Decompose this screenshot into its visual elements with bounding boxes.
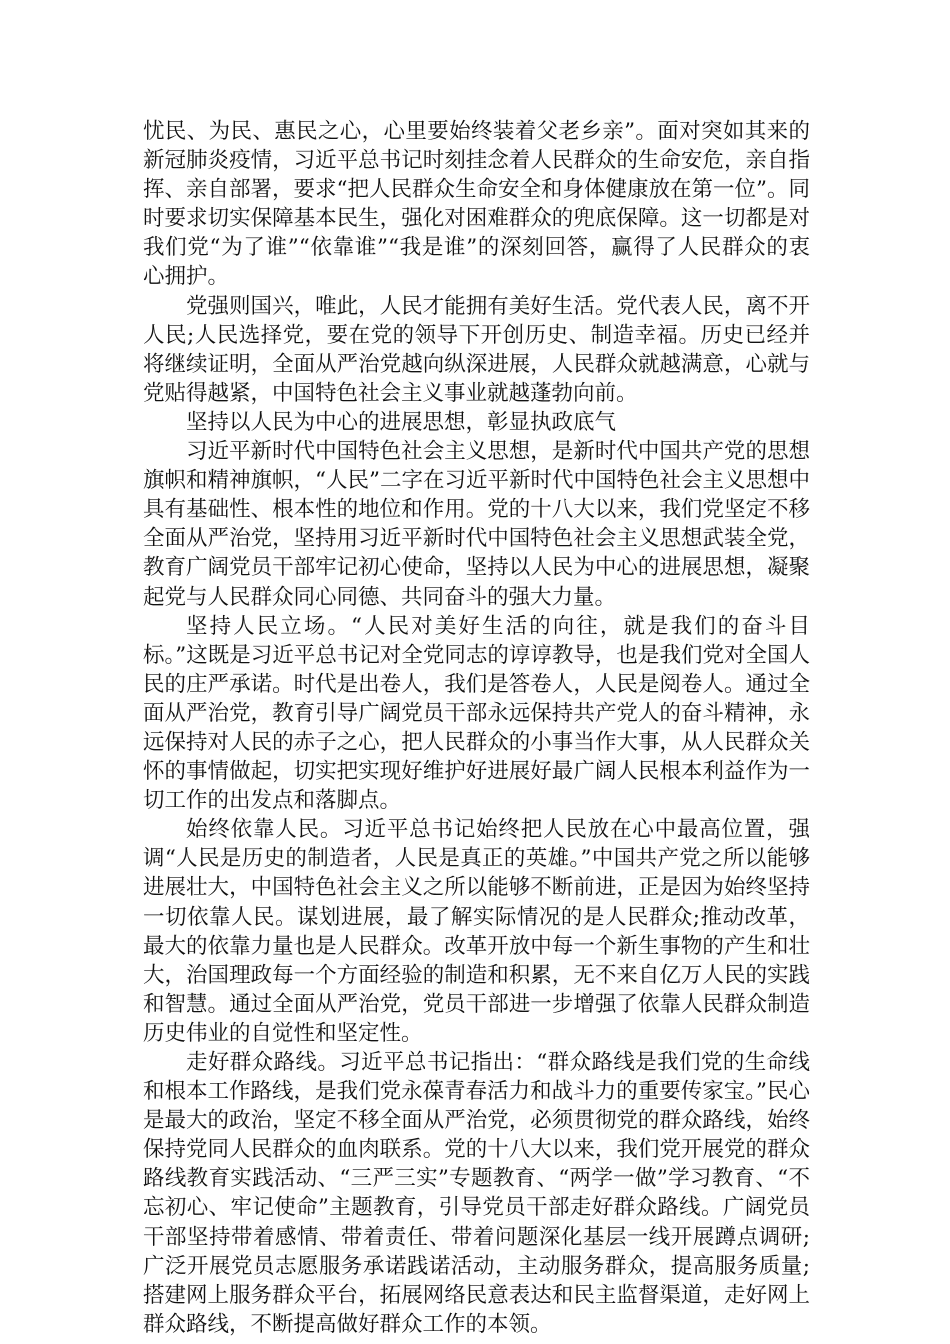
paragraph: 坚持人民立场。“人民对美好生活的向往，就是我们的奋斗目标。”这既是习近平总书记对全党同志的谆谆教导，也是我们党对全国人民的庄严承诺。时代是出卷人，我们是答卷人，人民是阅卷人。通过全面从严治党，教育引导广阔党员干部永远保持共产党人的奋斗精神，永远保持对人民的赤子之心，把人民群众的小事当作大事，从人民群众关怀的事情做起，切实把实现好维护好进展好最广阔人民根本利益作为一切工作的出发点和落脚点。 (143, 613, 810, 814)
paragraph: 走好群众路线。习近平总书记指出：“群众路线是我们党的生命线和根本工作路线，是我们党永葆青春活力和战斗力的重要传家宝。”民心是最大的政治，坚定不移全面从严治党，必须贯彻党的群众路线，始终保持党同人民群众的血肉联系。党的十八大以来，我们党开展党的群众路线教育实践活动、“三严三实”专题教育、“两学一做”学习教育、“不忘初心、牢记使命”主题教育，引导党员干部走好群众路线。广阔党员干部坚持带着感情、带着责任、带着问题深化基层一线开展蹲点调研;广泛开展党员志愿服务承诺践诺活动，主动服务群众，提高服务质量;搭建网上服务群众平台，拓展网络民意表达和民主监督渠道，走好网上群众路线，不断提高做好群众工作的本领。 (143, 1050, 810, 1337)
paragraph: 党强则国兴，唯此，人民才能拥有美好生活。党代表人民，离不开人民;人民选择党，要在党的领导下开创历史、制造幸福。历史已经并将继续证明，全面从严治党越向纵深进展，人民群众就越满意，心就与党贴得越紧，中国特色社会主义事业就越蓬勃向前。 (143, 293, 810, 406)
paragraph-continued: 忧民、为民、惠民之心，心里要始终装着父老乡亲”。面对突如其来的新冠肺炎疫情，习近平总书记时刻挂念着人民群众的生命安危，亲自指挥、亲自部署，要求“把人民群众生命安全和身体健康放在第一位”。同时要求切实保障基本民生，强化对困难群众的兜底保障。这一切都是对我们党“为了谁”“依靠谁”“我是谁”的深刻回答，赢得了人民群众的衷心拥护。 (143, 119, 810, 290)
section-heading: 坚持以人民为中心的进展思想，彰显执政底气 (186, 409, 617, 435)
paragraph: 习近平新时代中国特色社会主义思想，是新时代中国共产党的思想旗帜和精神旗帜，“人民”二字在习近平新时代中国特色社会主义思想中具有基础性、根本性的地位和作用。党的十八大以来，我们党坚定不移全面从严治党，坚持用习近平新时代中国特色社会主义思想武装全党，教育广阔党员干部牢记初心使命，坚持以人民为中心的进展思想，凝聚起党与人民群众同心同德、共同奋斗的强大力量。 (143, 439, 810, 610)
document-body (143, 117, 810, 1339)
paragraph: 始终依靠人民。习近平总书记始终把人民放在心中最高位置，强调“人民是历史的制造者，人民是真正的英雄。”中国共产党之所以能够进展壮大，中国特色社会主义之所以能够不断前进，正是因为始终坚持一切依靠人民。谋划进展，最了解实际情况的是人民群众;推动改革，最大的依靠力量也是人民群众。改革开放中每一个新生事物的产生和壮大，治国理政每一个方面经验的制造和积累，无不来自亿万人民的实践和智慧。通过全面从严治党，党员干部进一步增强了依靠人民群众制造历史伟业的自觉性和坚定性。 (143, 817, 810, 1046)
